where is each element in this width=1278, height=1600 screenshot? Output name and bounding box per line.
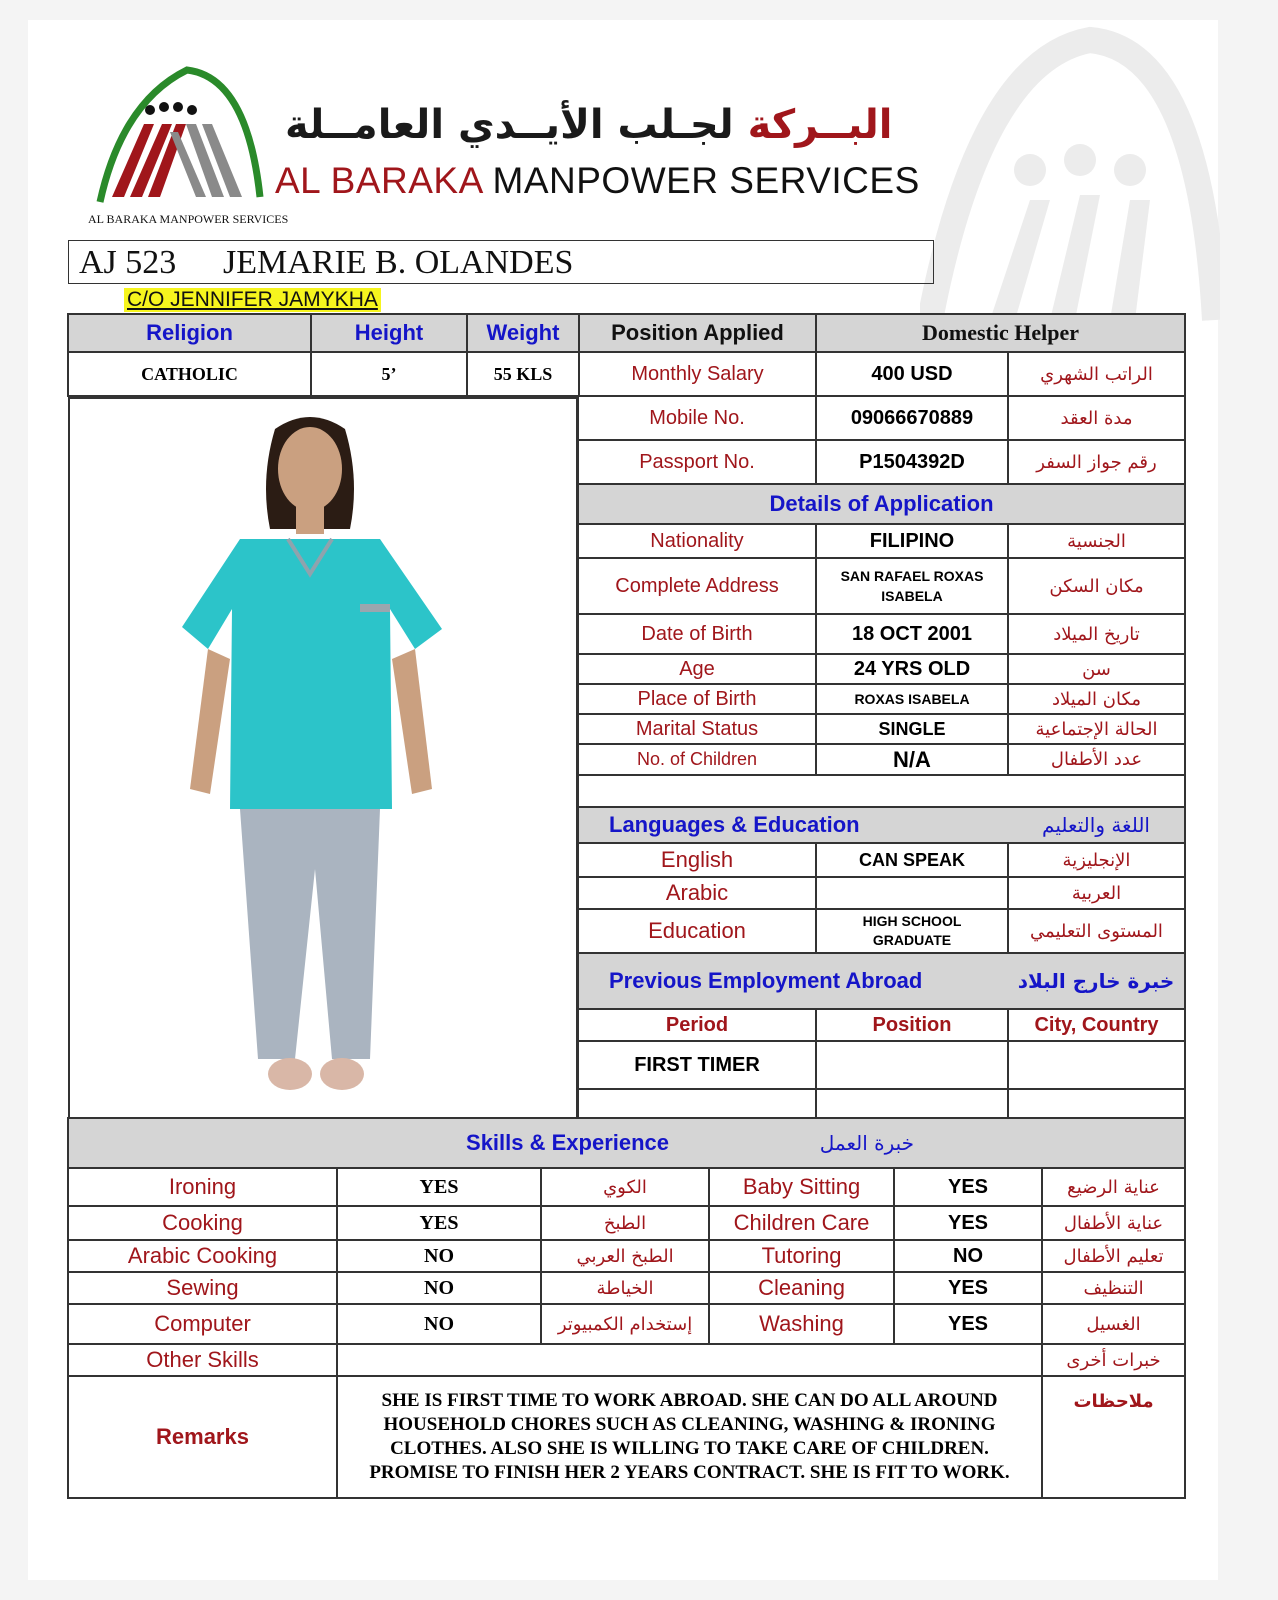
remarks-label: Remarks <box>68 1376 337 1498</box>
watermark-logo <box>920 20 1220 330</box>
detail-label: Nationality <box>578 524 816 558</box>
skill-label: Washing <box>709 1304 894 1344</box>
languages-title-ar: اللغة والتعليم <box>1008 807 1185 843</box>
remarks-text: SHE IS FIRST TIME TO WORK ABROAD. SHE CAN DO ALL AROUND HOUSEHOLD CHORES SUCH AS CLEANING, WASHING & IRONING CLOTHES. ALSO SHE IS WILLING TO TAKE CARE OF CHILDREN. PROMISE TO FINISH HER 2 YEARS CONTRACT. SHE IS FIT TO WORK. <box>337 1376 1042 1498</box>
weight-header: Weight <box>467 314 579 352</box>
skill-label-ar: تعليم الأطفال <box>1042 1240 1185 1272</box>
skill-label-ar: الغسيل <box>1042 1304 1185 1344</box>
skill-label-ar: إستخدام الكمبيوتر <box>541 1304 709 1344</box>
skill-label: Arabic Cooking <box>68 1240 337 1272</box>
skill-value: YES <box>337 1206 541 1240</box>
skill-label: Ironing <box>68 1168 337 1206</box>
height-value: 5’ <box>311 352 467 396</box>
skills-table <box>67 1117 1186 1499</box>
care-of: C/O JENNIFER JAMYKHA <box>124 288 381 312</box>
religion-header: Religion <box>68 314 311 352</box>
company-name-english: AL BARAKA MANPOWER SERVICES <box>275 160 920 201</box>
detail-label: No. of Children <box>578 744 816 775</box>
employment-title: Previous Employment Abroad <box>578 953 1008 1009</box>
passport-value: P1504392D <box>816 440 1008 484</box>
language-label: Arabic <box>578 877 816 909</box>
skill-label: Cooking <box>68 1206 337 1240</box>
applicant-name: JEMARIE B. OLANDES <box>223 244 574 281</box>
detail-label-ar: عدد الأطفال <box>1008 744 1185 775</box>
position-label: Position Applied <box>579 314 816 352</box>
detail-label: Age <box>578 654 816 684</box>
languages-title: Languages & Education <box>578 807 1008 843</box>
employment-city <box>1008 1041 1185 1089</box>
skill-value: YES <box>894 1272 1042 1304</box>
detail-value: 18 OCT 2001 <box>816 614 1008 654</box>
salary-value: 400 USD <box>816 352 1008 396</box>
detail-label-ar: سن <box>1008 654 1185 684</box>
basic-info-table <box>67 313 1186 397</box>
skill-label-ar: الخياطة <box>541 1272 709 1304</box>
skill-label: Tutoring <box>709 1240 894 1272</box>
position-header: Position <box>816 1009 1008 1041</box>
education-value: HIGH SCHOOL GRADUATE <box>816 909 1008 953</box>
skill-label-ar: الكوي <box>541 1168 709 1206</box>
applicant-photo <box>68 397 578 1119</box>
education-label-ar: المستوى التعليمي <box>1008 909 1185 953</box>
detail-value: FILIPINO <box>816 524 1008 558</box>
language-value: CAN SPEAK <box>816 843 1008 877</box>
employment-title-ar: خبرة خارج البلاد <box>1008 953 1185 1009</box>
spacer-row <box>578 775 1185 807</box>
details-table <box>577 395 1186 1128</box>
detail-label-ar: الحالة الإجتماعية <box>1008 714 1185 744</box>
mobile-label-ar: مدة العقد <box>1008 396 1185 440</box>
detail-value: 24 YRS OLD <box>816 654 1008 684</box>
detail-label-ar: الجنسية <box>1008 524 1185 558</box>
employment-position <box>816 1041 1008 1089</box>
skill-label: Sewing <box>68 1272 337 1304</box>
remarks-label-ar: ملاحظات <box>1042 1376 1185 1498</box>
detail-label-ar: مكان السكن <box>1008 558 1185 614</box>
skill-value: YES <box>337 1168 541 1206</box>
mobile-value: 09066670889 <box>816 396 1008 440</box>
applicant-code: AJ 523 <box>79 244 177 281</box>
skills-title-ar: خبرة العمل <box>709 1118 1185 1168</box>
position-value: Domestic Helper <box>816 314 1185 352</box>
logo-caption: AL BARAKA MANPOWER SERVICES <box>88 212 289 226</box>
skill-label-ar: التنظيف <box>1042 1272 1185 1304</box>
other-skills-value <box>337 1344 1042 1376</box>
detail-label: Marital Status <box>578 714 816 744</box>
language-label-ar: العربية <box>1008 877 1185 909</box>
passport-label: Passport No. <box>578 440 816 484</box>
detail-label-ar: تاريخ الميلاد <box>1008 614 1185 654</box>
detail-label: Place of Birth <box>578 684 816 714</box>
passport-label-ar: رقم جواز السفر <box>1008 440 1185 484</box>
salary-label-ar: الراتب الشهري <box>1008 352 1185 396</box>
skill-label: Cleaning <box>709 1272 894 1304</box>
period-header: Period <box>578 1009 816 1041</box>
details-title: Details of Application <box>578 484 1185 524</box>
skill-label: Baby Sitting <box>709 1168 894 1206</box>
applicant-figure <box>70 399 576 1117</box>
skill-label-ar: الطبخ العربي <box>541 1240 709 1272</box>
detail-value: SINGLE <box>816 714 1008 744</box>
detail-label: Complete Address <box>578 558 816 614</box>
height-header: Height <box>311 314 467 352</box>
skill-label: Computer <box>68 1304 337 1344</box>
language-label-ar: الإنجليزية <box>1008 843 1185 877</box>
language-value <box>816 877 1008 909</box>
skill-label-ar: عناية الرضيع <box>1042 1168 1185 1206</box>
skill-value: YES <box>894 1168 1042 1206</box>
skill-label-ar: الطبخ <box>541 1206 709 1240</box>
skill-value: NO <box>337 1240 541 1272</box>
skill-value: NO <box>894 1240 1042 1272</box>
city-country-header: City, Country <box>1008 1009 1185 1041</box>
skills-title: Skills & Experience <box>68 1118 709 1168</box>
other-skills-label-ar: خبرات أخرى <box>1042 1344 1185 1376</box>
religion-value: CATHOLIC <box>68 352 311 396</box>
detail-value: SAN RAFAEL ROXAS ISABELA <box>816 558 1008 614</box>
employment-period: FIRST TIMER <box>578 1041 816 1089</box>
education-label: Education <box>578 909 816 953</box>
skill-label: Children Care <box>709 1206 894 1240</box>
detail-label: Date of Birth <box>578 614 816 654</box>
mobile-label: Mobile No. <box>578 396 816 440</box>
skill-value: YES <box>894 1206 1042 1240</box>
detail-value: N/A <box>816 744 1008 775</box>
skill-value: NO <box>337 1272 541 1304</box>
salary-label: Monthly Salary <box>579 352 816 396</box>
weight-value: 55 KLS <box>467 352 579 396</box>
company-logo <box>92 62 267 212</box>
detail-label-ar: مكان الميلاد <box>1008 684 1185 714</box>
applicant-name-box <box>68 240 934 284</box>
skill-label-ar: عناية الأطفال <box>1042 1206 1185 1240</box>
language-label: English <box>578 843 816 877</box>
company-name-arabic: البــركة لجـلب الأيــدي العامــلة <box>285 102 893 148</box>
skill-value: NO <box>337 1304 541 1344</box>
other-skills-label: Other Skills <box>68 1344 337 1376</box>
detail-value: ROXAS ISABELA <box>816 684 1008 714</box>
skill-value: YES <box>894 1304 1042 1344</box>
